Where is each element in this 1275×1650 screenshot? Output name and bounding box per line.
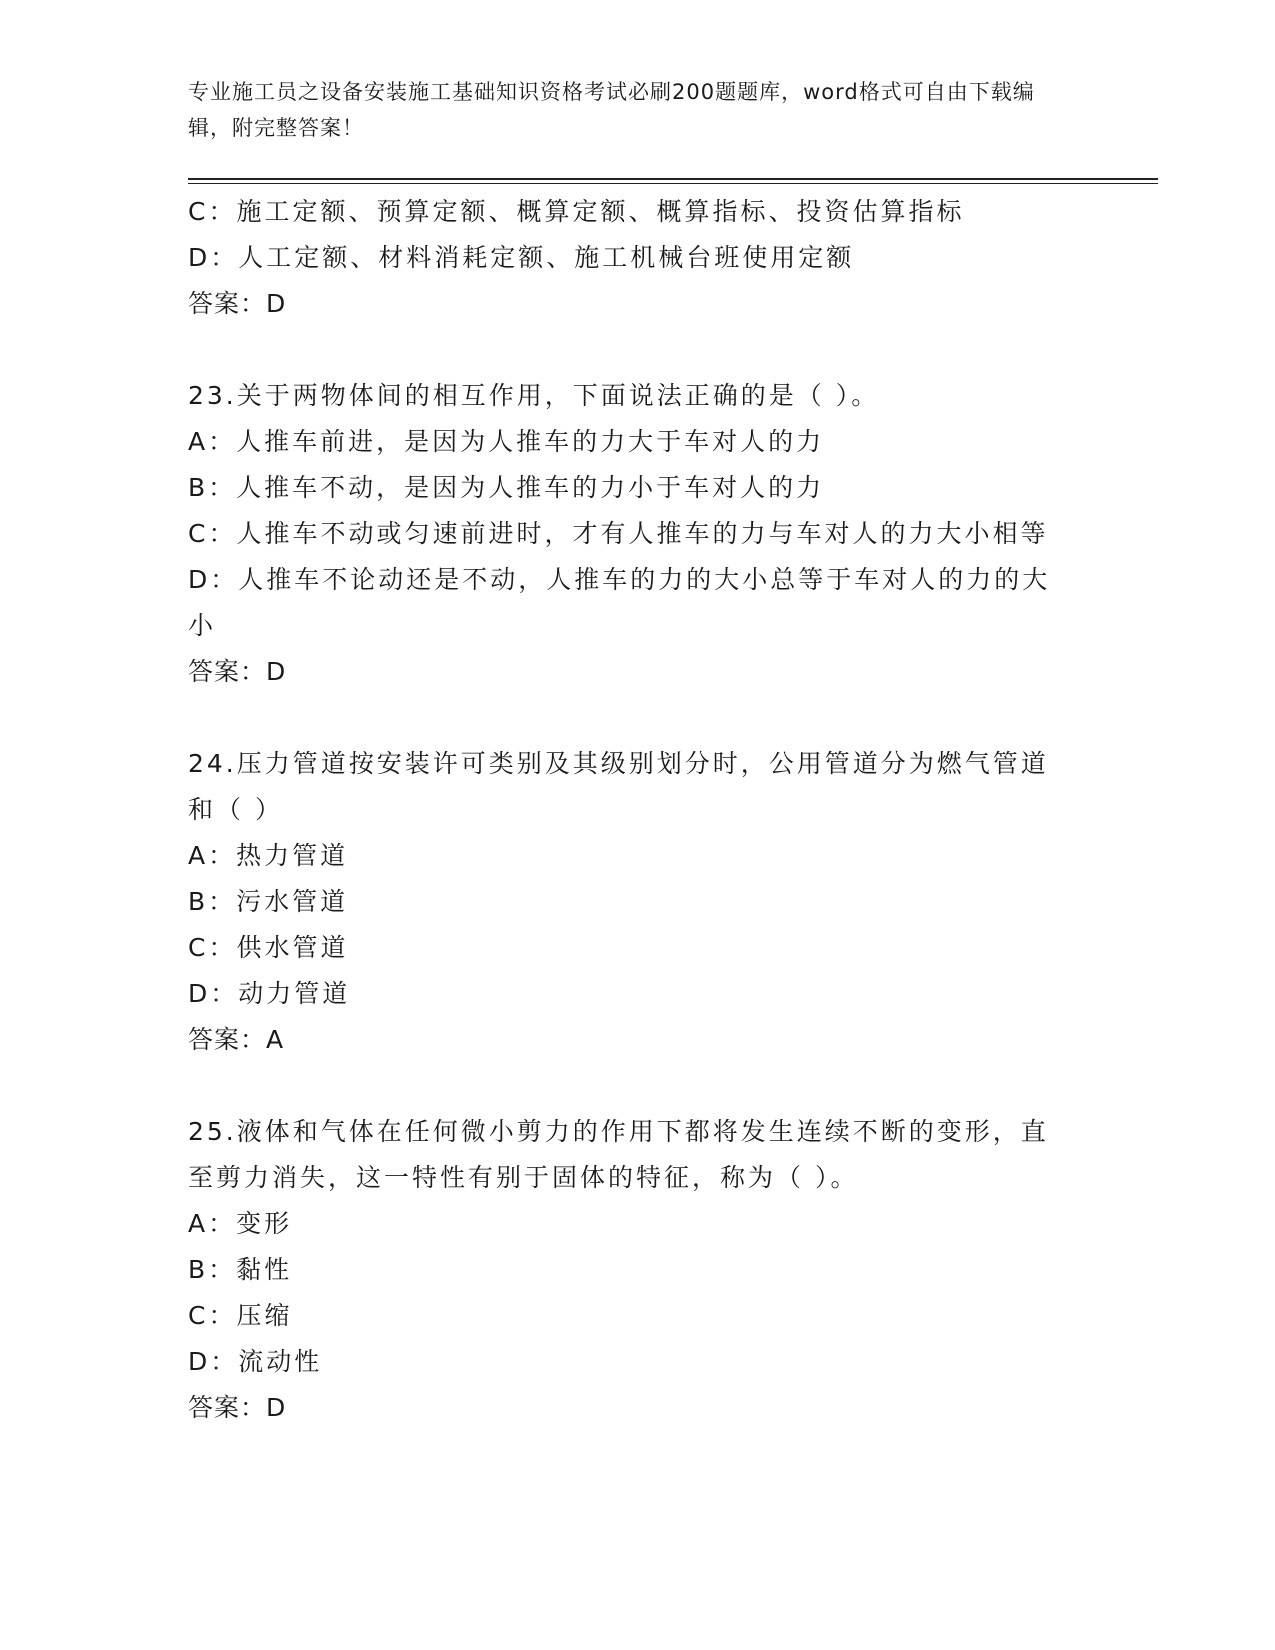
option-b: B：污水管道 [188,887,349,916]
question-22-tail [188,189,1088,327]
answer: 答案：D [188,657,287,686]
option-d-line-2: 小 [188,611,217,640]
header-rule-thin [188,183,1158,184]
question-25 [188,1109,1088,1431]
answer: 答案：A [188,1025,285,1054]
option-a: A：人推车前进，是因为人推车的力大于车对人的力 [188,427,825,456]
option-d: D：动力管道 [188,979,351,1008]
question-stem: 23.关于两物体间的相互作用，下面说法正确的是（ ）。 [188,381,880,410]
option-b: B：黏性 [188,1255,293,1284]
question-stem-line-2: 和（ ） [188,795,283,824]
option-d: D：人工定额、材料消耗定额、施工机械台班使用定额 [188,243,855,272]
header-rule-thick [188,178,1158,180]
question-stem-line-1: 25.液体和气体在任何微小剪力的作用下都将发生连续不断的变形，直 [188,1117,1049,1146]
question-stem-line-2: 至剪力消失，这一特性有别于固体的特征，称为（ ）。 [188,1163,859,1192]
option-a: A：热力管道 [188,841,349,870]
question-list [188,189,1088,1431]
answer: 答案：D [188,1393,287,1422]
question-23 [188,373,1088,695]
option-a: A：变形 [188,1209,293,1238]
answer: 答案：D [188,289,287,318]
option-d-line-1: D：人推车不论动还是不动，人推车的力的大小总等于车对人的力的大 [188,565,1051,594]
option-b: B：人推车不动，是因为人推车的力小于车对人的力 [188,473,825,502]
question-stem-line-1: 24.压力管道按安装许可类别及其级别划分时，公用管道分为燃气管道 [188,749,1049,778]
option-c: C：供水管道 [188,933,349,962]
option-c: C：施工定额、预算定额、概算定额、概算指标、投资估算指标 [188,197,965,226]
document-header: 专业施工员之设备安装施工基础知识资格考试必刷200题题库，word格式可自由下载编辑，附完整答案！ [188,80,1035,140]
option-d: D：流动性 [188,1347,323,1376]
option-c: C：人推车不动或匀速前进时，才有人推车的力与车对人的力大小相等 [188,519,1049,548]
question-24 [188,741,1088,1063]
option-c: C：压缩 [188,1301,293,1330]
